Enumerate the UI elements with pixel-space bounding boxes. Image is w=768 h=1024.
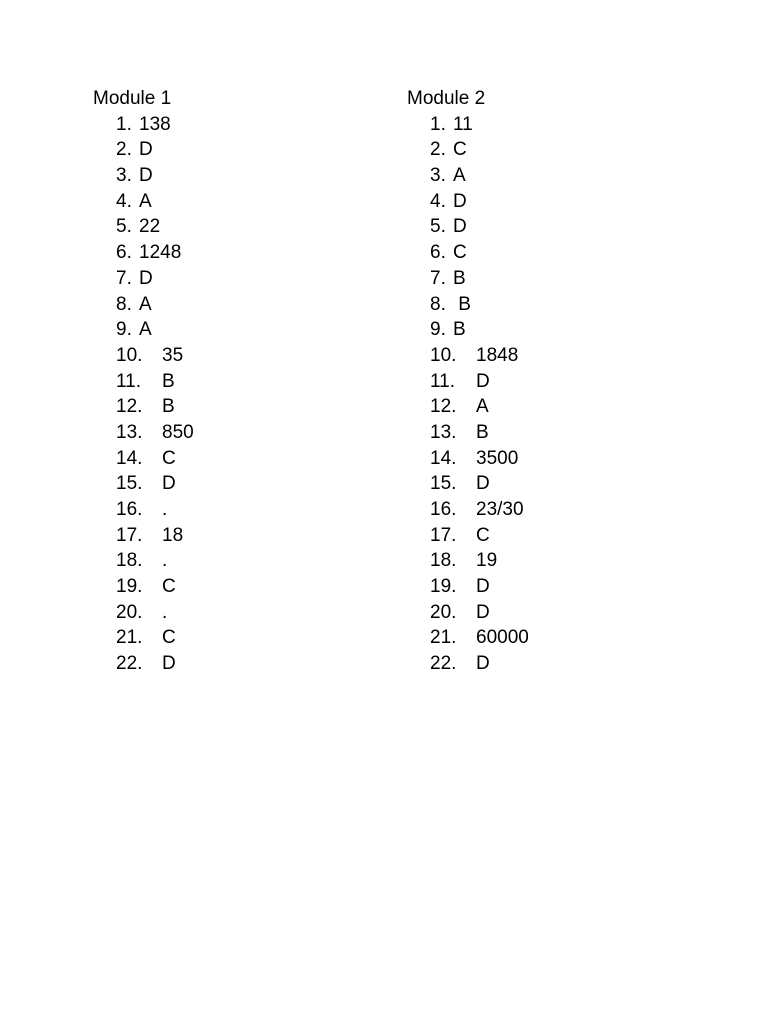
question-number: 21. <box>116 627 143 649</box>
question-number: 4. <box>116 190 132 212</box>
question-number: 12. <box>116 396 143 418</box>
answer-row <box>93 471 393 497</box>
question-number: 7. <box>116 267 132 289</box>
question-number: 18. <box>430 550 457 572</box>
answer-row <box>407 394 707 420</box>
answer-row <box>407 497 707 523</box>
question-number: 10. <box>430 344 457 366</box>
answer-row <box>407 292 707 318</box>
answer-row <box>93 369 393 395</box>
question-number: 20. <box>430 601 457 623</box>
question-number: 19. <box>116 576 143 598</box>
question-number: 2. <box>430 139 446 161</box>
question-number: 14. <box>116 447 143 469</box>
question-number: 2. <box>116 139 132 161</box>
answer-value: A <box>139 319 152 341</box>
answer-value: 11 <box>453 113 473 135</box>
answer-row <box>93 625 393 651</box>
question-number: 12. <box>430 396 457 418</box>
answer-row <box>407 574 707 600</box>
question-number: 10. <box>116 344 143 366</box>
answer-value: 23/30 <box>476 499 524 520</box>
answer-row <box>407 420 707 446</box>
answer-value: . <box>162 550 168 572</box>
question-number: 20. <box>116 601 143 623</box>
answer-row <box>407 600 707 626</box>
answer-value: B <box>453 293 471 315</box>
question-number: 1. <box>116 113 132 135</box>
question-number: 11. <box>430 370 456 392</box>
answer-row <box>93 189 393 215</box>
answer-value: 1848 <box>476 344 519 366</box>
answer-row <box>407 266 707 292</box>
answer-value: 19 <box>476 550 498 572</box>
answer-value: 3500 <box>476 447 519 469</box>
module-1-title: Module 1 <box>93 88 172 109</box>
module-2-column <box>407 86 707 677</box>
answer-row <box>93 112 393 138</box>
answer-value: C <box>453 139 467 161</box>
answer-row <box>93 266 393 292</box>
module-2-title: Module 2 <box>407 88 486 109</box>
answer-row <box>93 163 393 189</box>
answer-row <box>407 471 707 497</box>
answer-value: 850 <box>162 421 194 443</box>
answer-row <box>407 651 707 677</box>
answer-value: C <box>162 627 176 649</box>
answer-row <box>93 317 393 343</box>
answer-value: B <box>453 267 466 289</box>
answer-row <box>407 548 707 574</box>
answer-row <box>407 137 707 163</box>
answer-row <box>407 343 707 369</box>
question-number: 16. <box>430 499 457 520</box>
question-number: 3. <box>116 165 132 187</box>
answer-value: D <box>476 601 490 623</box>
answer-row <box>407 317 707 343</box>
question-number: 1. <box>430 113 446 135</box>
question-number: 3. <box>430 165 446 187</box>
answer-value: D <box>453 216 467 238</box>
question-number: 17. <box>430 524 457 546</box>
answer-value: A <box>139 190 152 212</box>
answer-value: C <box>453 242 467 264</box>
answer-value: D <box>162 653 176 675</box>
answer-value: C <box>162 576 176 598</box>
question-number: 7. <box>430 267 446 289</box>
answer-row <box>407 189 707 215</box>
answer-value: C <box>476 524 490 546</box>
question-number: 6. <box>116 242 132 264</box>
answer-value: B <box>476 421 489 443</box>
question-number: 5. <box>116 216 132 238</box>
answer-row <box>93 548 393 574</box>
answer-value: D <box>476 473 490 495</box>
answer-row <box>93 343 393 369</box>
question-number: 21. <box>430 627 457 649</box>
answer-row <box>93 574 393 600</box>
answer-row <box>407 163 707 189</box>
question-number: 8. <box>116 293 132 315</box>
question-number: 13. <box>116 421 143 443</box>
answer-value: A <box>139 293 152 315</box>
answer-row <box>93 523 393 549</box>
question-number: 11. <box>116 370 142 392</box>
question-number: 4. <box>430 190 446 212</box>
answer-value: D <box>476 653 490 675</box>
answer-value: B <box>162 396 175 418</box>
question-number: 13. <box>430 421 457 443</box>
question-number: 8. <box>430 293 446 315</box>
answer-value: 60000 <box>476 627 529 649</box>
question-number: 19. <box>430 576 457 598</box>
question-number: 9. <box>430 319 446 341</box>
answer-row <box>407 625 707 651</box>
answer-value: . <box>162 499 168 520</box>
answer-value: D <box>476 576 490 598</box>
answer-value: 18 <box>162 524 184 546</box>
answer-value: D <box>453 190 467 212</box>
answer-row <box>93 497 393 523</box>
answer-value: B <box>162 370 175 392</box>
answer-row <box>93 394 393 420</box>
answer-row <box>407 112 707 138</box>
answer-value: 138 <box>139 113 171 135</box>
question-number: 22. <box>430 653 457 675</box>
answer-value: C <box>162 447 176 469</box>
question-number: 18. <box>116 550 143 572</box>
question-number: 22. <box>116 653 143 675</box>
answer-value: 35 <box>162 344 184 366</box>
question-number: 16. <box>116 499 143 520</box>
answer-row <box>407 446 707 472</box>
answer-value: A <box>453 165 466 187</box>
answer-value: 22 <box>139 216 161 238</box>
answer-row <box>407 523 707 549</box>
question-number: 9. <box>116 319 132 341</box>
question-number: 5. <box>430 216 446 238</box>
answer-row <box>407 214 707 240</box>
answer-row <box>93 651 393 677</box>
question-number: 15. <box>116 473 143 495</box>
question-number: 17. <box>116 524 143 546</box>
module-2-answer-list <box>407 112 707 677</box>
answer-value: D <box>139 267 153 289</box>
answer-row <box>93 214 393 240</box>
answer-row <box>93 600 393 626</box>
answer-row <box>407 369 707 395</box>
module-1-column <box>93 86 393 677</box>
question-number: 14. <box>430 447 457 469</box>
question-number: 15. <box>430 473 457 495</box>
answer-row <box>93 240 393 266</box>
answer-value: D <box>139 139 153 161</box>
answer-value: . <box>162 601 168 623</box>
answer-row <box>93 420 393 446</box>
answer-value: D <box>162 473 176 495</box>
answer-value: D <box>139 165 153 187</box>
answer-value: A <box>476 396 489 418</box>
answer-value: 1248 <box>139 242 182 264</box>
answer-row <box>407 240 707 266</box>
answer-row <box>93 137 393 163</box>
answer-value: B <box>453 319 466 341</box>
answer-value: D <box>476 370 490 392</box>
module-1-answer-list <box>93 112 393 677</box>
answer-row <box>93 446 393 472</box>
question-number: 6. <box>430 242 446 264</box>
answer-row <box>93 292 393 318</box>
